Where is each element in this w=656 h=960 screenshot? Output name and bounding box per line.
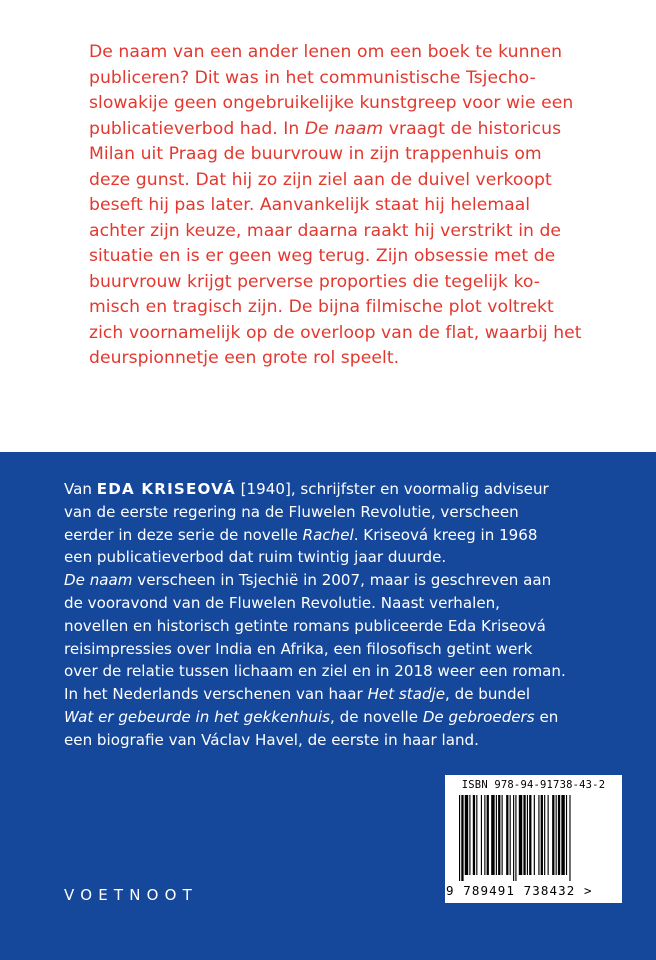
bio-line (64, 524, 624, 547)
author-bio (64, 478, 624, 752)
ean-number: 9 789491 738432 > (446, 883, 593, 898)
book-title: De naam (304, 118, 384, 139)
blurb-text (89, 40, 582, 372)
barcode-bar (484, 795, 485, 875)
blurb-line: Milan uit Praag de buurvrouw in zijn trappenhuis om (89, 144, 542, 164)
bio-line: een biografie van Václav Havel, de eerste in haar land. (64, 730, 479, 749)
barcode-bar (538, 795, 539, 875)
isbn-label: ISBN 978-94-91738-43-2 (461, 779, 606, 791)
blurb-line: deze gunst. Dat hij zo zijn ziel aan de duivel verkoopt (89, 169, 552, 190)
barcode-bar (473, 795, 475, 875)
barcode-bar (548, 795, 549, 875)
barcode-bar (527, 795, 528, 875)
barcode-bar (506, 795, 508, 875)
bio-line (64, 478, 624, 501)
barcode-bar (523, 795, 525, 875)
bio-text-run: eerder in deze serie de novelle (64, 525, 303, 544)
blurb-line: misch en tragisch zijn. De bijna filmische plot voltrekt (89, 297, 554, 317)
book-title: Wat er gebeurde in het gekkenhuis (64, 707, 331, 726)
bio-text-run: Van (64, 480, 97, 498)
isbn-barcode (445, 775, 622, 903)
author-panel (0, 452, 656, 960)
blurb-line: situatie en is er geen weg terug. Zijn obsessie met de (89, 246, 556, 266)
barcode-bars (457, 795, 615, 881)
blurb-line: achter zijn keuze, maar daarna raakt hij verstrikt in de (89, 220, 562, 241)
barcode-bar (498, 795, 500, 875)
barcode-bar (558, 795, 560, 875)
barcode-bar (510, 795, 511, 875)
barcode-bar (544, 795, 545, 875)
bio-text-run: In het Nederlands verschenen van haar (64, 685, 368, 704)
bio-line (64, 569, 624, 592)
barcode-bar (561, 795, 564, 875)
bio-text-run: [1940], schrijfster en voormalig adviseur (235, 480, 549, 498)
blurb-line: buurvrouw krijgt perverse proporties die tegelijk ko- (89, 271, 540, 292)
blurb-section (0, 0, 656, 452)
blurb-line: zich voornamelijk op de overloop van de flat, waarbij het (89, 322, 582, 343)
bio-line: reisimpressies over India en Afrika, een filosofisch getint werk (64, 639, 533, 658)
bio-line: van de eerste regering na de Fluwelen Revolutie, verscheen (64, 502, 519, 521)
blurb-text-run: publicatieverbod had. In (89, 118, 305, 139)
bio-line: over de relatie tussen lichaam en ziel en in 2018 weer een roman. (64, 662, 566, 681)
blurb-line: slowakije geen ongebruikelijke kunstgreep voor wie een (89, 93, 574, 113)
barcode-bar (502, 795, 503, 875)
barcode-bar (481, 795, 482, 875)
barcode-bar (569, 795, 570, 881)
barcode-bar (496, 795, 497, 875)
barcode-bar (519, 795, 522, 875)
barcode-bar (469, 795, 470, 875)
barcode-bar (534, 795, 535, 875)
book-title: Rachel (302, 525, 354, 544)
publisher-logo: VOETNOOT (64, 886, 199, 904)
bio-text-run: en (534, 707, 559, 726)
barcode-bar (465, 795, 468, 875)
barcode-bar (556, 795, 557, 875)
author-name: EDA KRISEOVÁ (96, 480, 236, 498)
blurb-line: De naam van een ander lenen om een boek te kunnen (89, 42, 563, 62)
barcode-bar (476, 795, 477, 875)
blurb-line: deurspionnetje een grote rol speelt. (89, 348, 400, 368)
bio-text-run: . Kriseová kreeg in 1968 (353, 525, 538, 544)
barcode-bar (513, 795, 514, 881)
book-title: De naam (64, 571, 133, 590)
barcode-bar (459, 795, 460, 881)
barcode-bar (515, 795, 516, 881)
bio-line: de vooravond van de Fluwelen Revolutie. Naast verhalen, (64, 593, 500, 612)
barcode-bar (529, 795, 531, 875)
book-title: Het stadje (367, 685, 446, 704)
book-title: De gebroeders (422, 707, 535, 726)
barcode-bar (491, 795, 494, 875)
bio-text-run: , de bundel (445, 685, 531, 704)
bio-line: een publicatieverbod dat ruim twintig jaar duurde. (64, 548, 447, 567)
bio-line (64, 683, 624, 706)
bio-text-run: , de novelle (330, 707, 423, 726)
bio-line: novellen en historisch getinte romans publiceerde Eda Kriseová (64, 616, 546, 635)
bio-text-run: verscheen in Tsjechië in 2007, maar is geschreven aan (132, 571, 552, 590)
blurb-text-run: vraagt de historicus (383, 118, 562, 139)
blurb-line: publiceren? Dit was in het communistische Tsjecho- (89, 67, 536, 88)
blurb-line: beseft hij pas later. Aanvankelijk staat hij helemaal (89, 195, 531, 215)
barcode-bar (566, 795, 567, 875)
blurb-line (89, 117, 579, 143)
bio-line (64, 706, 624, 729)
barcode-bar (461, 795, 463, 881)
barcode-bar (541, 795, 543, 875)
barcode-bar (552, 795, 554, 875)
barcode-bar (487, 795, 489, 875)
